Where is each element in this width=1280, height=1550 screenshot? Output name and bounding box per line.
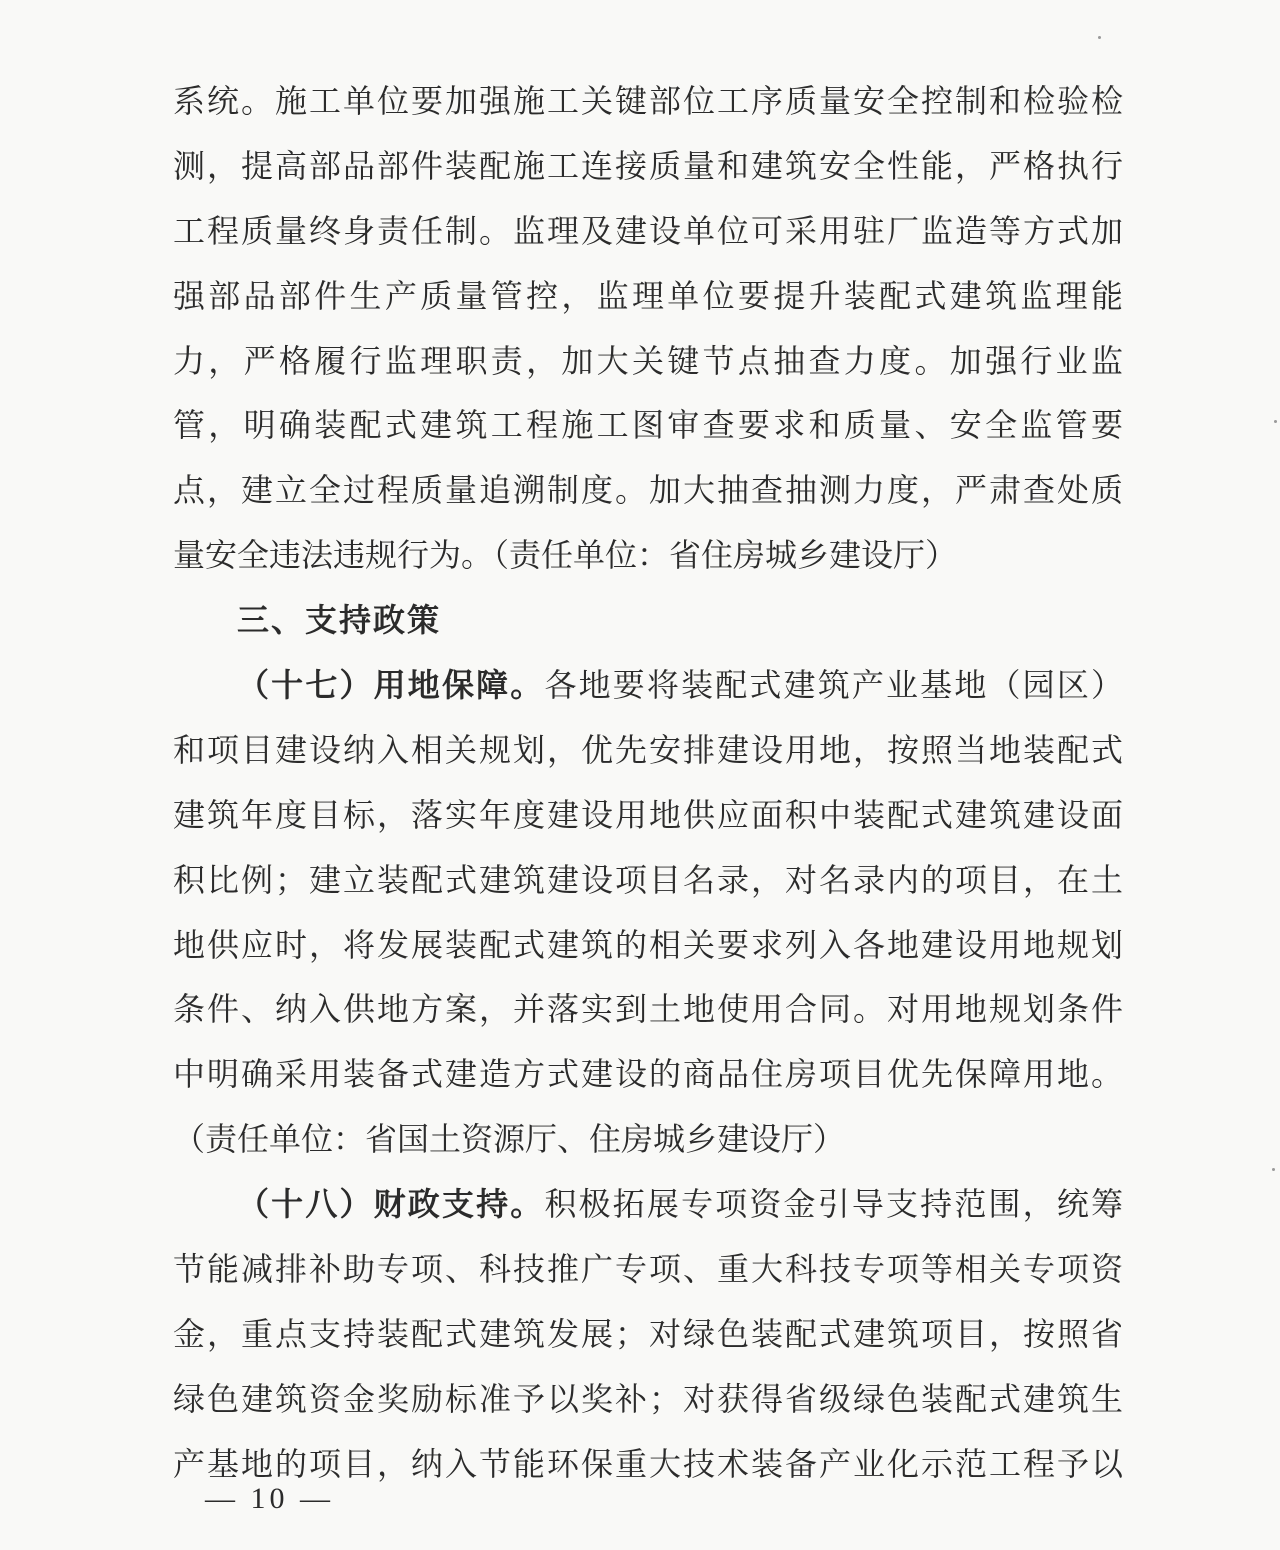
text-line: 建筑年度目标，落实年度建设用地供应面积中装配式建筑建设面 <box>173 795 1123 834</box>
text-line: 金，重点支持装配式建筑发展；对绿色装配式建筑项目，按照省 <box>173 1314 1123 1353</box>
paragraph-label: （十七）用地保障。 <box>237 666 545 705</box>
paragraph-land-guarantee <box>173 653 1123 1172</box>
scan-speck <box>1272 1168 1275 1171</box>
text-line: 管，明确装配式建筑工程施工图审查要求和质量、安全监管要 <box>173 406 1123 445</box>
text-line <box>173 1172 1123 1237</box>
paragraph-financial-support <box>173 1172 1123 1496</box>
text-line: 绿色建筑资金奖励标准予以奖补；对获得省级绿色装配式建筑生 <box>173 1379 1123 1418</box>
page-number: — 10 — <box>205 1482 334 1515</box>
text-line: （责任单位：省国土资源厅、住房城乡建设厅） <box>173 1120 846 1159</box>
text-line: 中明确采用装备式建造方式建设的商品住房项目优先保障用地。 <box>173 1055 1123 1094</box>
text-line: 工程质量终身责任制。监理及建设单位可采用驻厂监造等方式加 <box>173 211 1123 250</box>
text-line: 强部品部件生产质量管控，监理单位要提升装配式建筑监理能 <box>173 276 1123 315</box>
text-line: 点，建立全过程质量追溯制度。加大抽查抽测力度，严肃查处质 <box>173 471 1123 510</box>
scan-speck <box>1098 36 1101 39</box>
text-line <box>173 653 1123 718</box>
document-body <box>173 69 1123 1497</box>
text-line: 节能减排补助专项、科技推广专项、重大科技专项等相关专项资 <box>173 1250 1123 1289</box>
text-line: 产基地的项目，纳入节能环保重大技术装备产业化示范工程予以 <box>173 1444 1123 1483</box>
paragraph-label: （十八）财政支持。 <box>237 1185 545 1224</box>
section-heading: 三、支持政策 <box>237 601 442 640</box>
text-line: 条件、纳入供地方案，并落实到土地使用合同。对用地规划条件 <box>173 990 1123 1029</box>
text-line: 系统。施工单位要加强施工关键部位工序质量安全控制和检验检 <box>173 82 1123 120</box>
paragraph-quality-control <box>173 69 1123 588</box>
scan-speck <box>1274 420 1277 423</box>
text-line: 力，严格履行监理职责，加大关键节点抽查力度。加强行业监 <box>173 341 1123 380</box>
text-line: 积比例；建立装配式建筑建设项目名录，对名录内的项目，在土 <box>173 860 1123 899</box>
text-line: 地供应时，将发展装配式建筑的相关要求列入各地建设用地规划 <box>173 925 1123 964</box>
text-span: 积极拓展专项资金引导支持范围，统筹 <box>544 1185 1123 1224</box>
text-line: 量安全违法违规行为。（责任单位：省住房城乡建设厅） <box>173 536 958 575</box>
text-line: 和项目建设纳入相关规划，优先安排建设用地，按照当地装配式 <box>173 730 1123 769</box>
text-span: 各地要将装配式建筑产业基地（园区） <box>544 666 1123 705</box>
text-line: 测，提高部品部件装配施工连接质量和建筑安全性能，严格执行 <box>173 146 1123 185</box>
